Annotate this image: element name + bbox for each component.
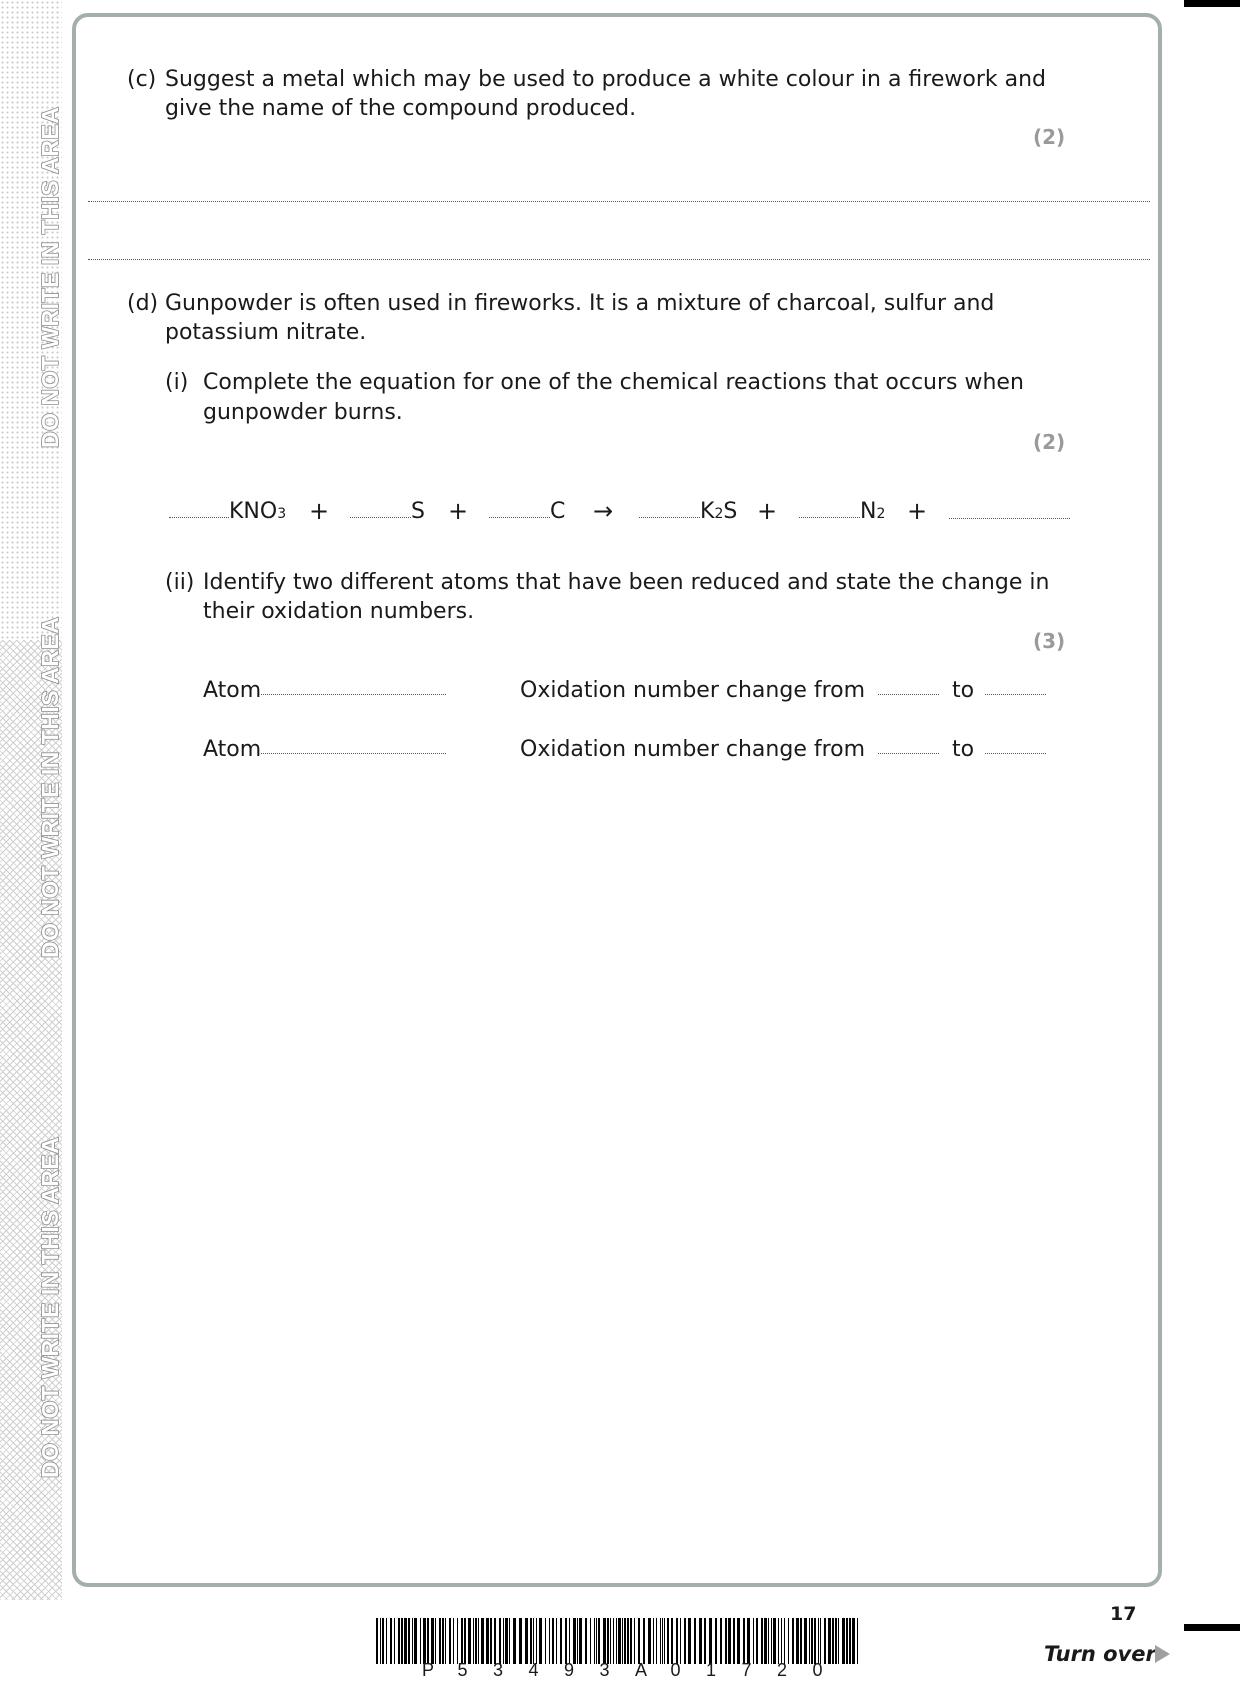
barcode-bar bbox=[616, 1618, 617, 1664]
barcode-bar bbox=[680, 1618, 681, 1664]
barcode-bar bbox=[453, 1618, 454, 1664]
coefficient-blank-c[interactable] bbox=[489, 517, 550, 518]
barcode-bar bbox=[788, 1618, 789, 1664]
barcode-bar bbox=[560, 1618, 562, 1664]
barcode-bar bbox=[824, 1618, 826, 1664]
barcode-bar bbox=[720, 1618, 722, 1664]
barcode-bar bbox=[811, 1618, 813, 1664]
barcode-bar bbox=[656, 1618, 657, 1664]
barcode-digit: 4 bbox=[528, 1660, 539, 1680]
barcode-bar bbox=[445, 1618, 446, 1664]
barcode-bar bbox=[743, 1618, 745, 1664]
barcode-bar bbox=[753, 1618, 754, 1664]
barcode-bar bbox=[412, 1618, 413, 1664]
barcode-bar bbox=[784, 1618, 785, 1664]
barcode-bar bbox=[747, 1618, 750, 1664]
equation-term-n2 bbox=[799, 499, 885, 524]
barcode-bar bbox=[709, 1618, 712, 1664]
barcode-digit: 2 bbox=[777, 1660, 788, 1680]
barcode-digit: 7 bbox=[741, 1660, 752, 1680]
coefficient-blank-k2s[interactable] bbox=[639, 517, 700, 518]
barcode-bar bbox=[653, 1618, 654, 1664]
part-d-i-question-line1: Complete the equation for one of the chemical reactions that occurs when bbox=[203, 370, 1024, 395]
barcode-bar bbox=[796, 1618, 799, 1664]
formula-k: K bbox=[700, 499, 715, 524]
barcode-bar bbox=[545, 1618, 546, 1664]
barcode-bar bbox=[442, 1618, 444, 1664]
barcode-bar bbox=[503, 1618, 504, 1664]
barcode-bar bbox=[761, 1618, 763, 1664]
part-d-ii-marks: (3) bbox=[1033, 629, 1066, 653]
barcode-bar bbox=[420, 1618, 421, 1664]
barcode-bar bbox=[505, 1618, 508, 1664]
barcode-bar bbox=[569, 1618, 570, 1664]
barcode-bar bbox=[768, 1618, 769, 1664]
barcode-bar bbox=[596, 1618, 597, 1664]
barcode-bar bbox=[408, 1618, 410, 1664]
barcode-bar bbox=[579, 1618, 582, 1664]
barcode-bar bbox=[556, 1618, 557, 1664]
barcode-bar bbox=[382, 1618, 384, 1664]
barcode-digit: A bbox=[635, 1660, 648, 1680]
equation-term-s bbox=[350, 499, 425, 524]
barcode-bar bbox=[838, 1618, 839, 1664]
equation-term-c bbox=[489, 499, 565, 524]
part-c-marks: (2) bbox=[1033, 125, 1066, 149]
turn-over-arrow-icon bbox=[1155, 1645, 1170, 1663]
barcode-bar bbox=[676, 1618, 678, 1664]
part-d-intro-line2: potassium nitrate. bbox=[165, 320, 367, 345]
from-blank-2[interactable] bbox=[878, 753, 939, 754]
part-d-intro-line1: Gunpowder is often used in fireworks. It is a mixture of charcoal, sulfur and bbox=[165, 291, 995, 316]
barcode-digit: P bbox=[422, 1660, 435, 1680]
formula-kno3: KNO bbox=[229, 499, 278, 524]
barcode-bar bbox=[394, 1618, 395, 1664]
barcode-bar bbox=[594, 1618, 595, 1664]
missing-product-blank[interactable] bbox=[949, 518, 1070, 519]
barcode-bar bbox=[781, 1618, 782, 1664]
barcode-bar bbox=[449, 1618, 451, 1664]
barcode-bar bbox=[431, 1618, 434, 1664]
barcode-bar bbox=[809, 1618, 810, 1664]
part-d-i-question-line2: gunpowder burns. bbox=[203, 400, 403, 425]
barcode-bar bbox=[427, 1618, 429, 1664]
barcode-bar bbox=[756, 1618, 758, 1664]
barcode-bar bbox=[814, 1618, 816, 1664]
barcode-bar bbox=[607, 1618, 609, 1664]
plus-sign-3: + bbox=[757, 497, 778, 525]
barcode-bar bbox=[804, 1618, 807, 1664]
barcode-bar bbox=[849, 1618, 851, 1664]
barcode-bar bbox=[842, 1618, 845, 1664]
barcode-bar bbox=[486, 1618, 489, 1664]
bottom-tab-mark bbox=[1184, 1624, 1240, 1631]
barcode-bar bbox=[684, 1618, 686, 1664]
page-number: 17 bbox=[1110, 1603, 1137, 1625]
to-label: to bbox=[952, 737, 975, 762]
top-tab-mark bbox=[1184, 0, 1240, 7]
barcode-bar bbox=[667, 1618, 669, 1664]
barcode-bar bbox=[857, 1618, 858, 1664]
barcode-bar bbox=[737, 1618, 740, 1664]
equation-term-k2s bbox=[639, 499, 737, 524]
answer-line-c1[interactable] bbox=[88, 201, 1150, 202]
barcode-bar bbox=[622, 1618, 623, 1664]
to-blank-1[interactable] bbox=[985, 694, 1046, 695]
barcode-bar bbox=[376, 1618, 378, 1664]
barcode-bar bbox=[464, 1618, 466, 1664]
margin-warning-bottom: DO NOT WRITE IN THIS AREA bbox=[37, 1136, 63, 1478]
formula-s: S bbox=[411, 499, 425, 524]
barcode-bar bbox=[618, 1618, 621, 1664]
oxidation-row-1 bbox=[520, 676, 1046, 705]
barcode-bar bbox=[627, 1618, 629, 1664]
part-d-ii-label: (ii) bbox=[165, 570, 195, 595]
part-d-label: (d) bbox=[127, 291, 159, 316]
barcode-bar bbox=[603, 1618, 606, 1664]
barcode-bar bbox=[630, 1618, 632, 1664]
barcode-bar bbox=[778, 1618, 779, 1664]
barcode-bar bbox=[733, 1618, 735, 1664]
barcode-bar bbox=[818, 1618, 819, 1664]
barcode-bar bbox=[499, 1618, 501, 1664]
barcode-bar bbox=[835, 1618, 837, 1664]
barcode-bar bbox=[846, 1618, 848, 1664]
turn-over-text: Turn over bbox=[1044, 1642, 1156, 1666]
plus-sign-2: + bbox=[448, 497, 469, 525]
barcode-bar bbox=[423, 1618, 426, 1664]
atom-label: Atom bbox=[203, 737, 262, 762]
barcode-bar bbox=[715, 1618, 717, 1664]
part-c-label: (c) bbox=[127, 67, 157, 92]
barcode-digit: 0 bbox=[812, 1660, 823, 1680]
barcode-bar bbox=[468, 1618, 471, 1664]
barcode-bar bbox=[590, 1618, 591, 1664]
barcode-digit: 1 bbox=[706, 1660, 717, 1680]
coefficient-blank-n2[interactable] bbox=[799, 517, 860, 518]
barcode-bar bbox=[401, 1618, 403, 1664]
barcode-bar bbox=[704, 1618, 706, 1664]
barcode-bar bbox=[478, 1618, 479, 1664]
margin-warning-top: DO NOT WRITE IN THIS AREA bbox=[37, 106, 63, 448]
formula-n: N bbox=[860, 499, 877, 524]
part-c-question-line2: give the name of the compound produced. bbox=[165, 96, 637, 121]
from-blank-1[interactable] bbox=[878, 694, 939, 695]
formula-s2: S bbox=[723, 499, 738, 524]
barcode-bar bbox=[648, 1618, 651, 1664]
to-label: to bbox=[952, 678, 975, 703]
barcode-bar bbox=[481, 1618, 484, 1664]
barcode-bar bbox=[585, 1618, 587, 1664]
formula-c: C bbox=[550, 499, 566, 524]
atom-row-1 bbox=[203, 676, 446, 705]
barcode-bar bbox=[638, 1618, 640, 1664]
barcode-bar bbox=[398, 1618, 400, 1664]
barcode-bar bbox=[662, 1618, 663, 1664]
barcode-bar bbox=[832, 1618, 834, 1664]
barcode-bar bbox=[509, 1618, 510, 1664]
barcode-bar bbox=[634, 1618, 635, 1664]
barcode-bar bbox=[539, 1618, 542, 1664]
subscript-2: 2 bbox=[714, 506, 724, 522]
barcode-bar bbox=[549, 1618, 550, 1664]
atom-blank-2[interactable] bbox=[261, 753, 446, 754]
barcode-bar bbox=[461, 1618, 463, 1664]
barcode-bar bbox=[533, 1618, 534, 1664]
barcode-bar bbox=[694, 1618, 696, 1664]
barcode-digit: 3 bbox=[493, 1660, 504, 1680]
barcode-bar bbox=[577, 1618, 578, 1664]
barcode-digit: 9 bbox=[564, 1660, 575, 1680]
barcode-bar bbox=[386, 1618, 387, 1664]
barcode-bar bbox=[525, 1618, 528, 1664]
barcode-bar bbox=[688, 1618, 691, 1664]
part-d-i-label: (i) bbox=[165, 370, 189, 395]
barcode-bar bbox=[852, 1618, 855, 1664]
barcode-bar bbox=[660, 1618, 661, 1664]
barcode-bar bbox=[435, 1618, 436, 1664]
oxidation-change-label: Oxidation number change from bbox=[520, 737, 866, 762]
part-d-ii-question-line2: their oxidation numbers. bbox=[203, 599, 475, 624]
barcode-bar bbox=[699, 1618, 702, 1664]
barcode-bar bbox=[725, 1618, 727, 1664]
margin-warning-middle: DO NOT WRITE IN THIS AREA bbox=[37, 616, 63, 958]
barcode bbox=[376, 1618, 862, 1664]
barcode-bar bbox=[439, 1618, 441, 1664]
barcode-bar bbox=[552, 1618, 554, 1664]
part-d-i-marks: (2) bbox=[1033, 430, 1066, 454]
answer-line-c2[interactable] bbox=[88, 259, 1150, 260]
barcode-bar bbox=[414, 1618, 417, 1664]
barcode-bar bbox=[613, 1618, 614, 1664]
subscript-3: 3 bbox=[277, 506, 287, 522]
barcode-bar bbox=[536, 1618, 537, 1664]
barcode-bar bbox=[800, 1618, 802, 1664]
barcode-bar bbox=[457, 1618, 458, 1664]
barcode-bar bbox=[773, 1618, 776, 1664]
barcode-bar bbox=[473, 1618, 474, 1664]
barcode-digit: 3 bbox=[599, 1660, 610, 1680]
atom-blank-1[interactable] bbox=[261, 694, 446, 695]
barcode-bar bbox=[820, 1618, 821, 1664]
part-c-question-line1: Suggest a metal which may be used to produce a white colour in a firework and bbox=[165, 67, 1046, 92]
subscript-2-n: 2 bbox=[876, 506, 886, 522]
barcode-bar bbox=[530, 1618, 532, 1664]
barcode-bar bbox=[519, 1618, 522, 1664]
barcode-bar bbox=[610, 1618, 611, 1664]
barcode-bar bbox=[828, 1618, 831, 1664]
barcode-bar bbox=[771, 1618, 772, 1664]
barcode-bar bbox=[380, 1618, 381, 1664]
barcode-bar bbox=[490, 1618, 492, 1664]
plus-sign-4: + bbox=[907, 497, 928, 525]
atom-label: Atom bbox=[203, 678, 262, 703]
coefficient-blank-kno3[interactable] bbox=[169, 517, 229, 518]
reaction-arrow: → bbox=[593, 497, 614, 525]
atom-row-2 bbox=[203, 735, 446, 764]
oxidation-row-2 bbox=[520, 735, 1046, 764]
barcode-bar bbox=[643, 1618, 645, 1664]
page-frame bbox=[72, 13, 1162, 1587]
barcode-digit: 5 bbox=[457, 1660, 468, 1680]
barcode-bar bbox=[565, 1618, 567, 1664]
barcode-bar bbox=[764, 1618, 767, 1664]
barcode-bar bbox=[513, 1618, 516, 1664]
barcode-bar bbox=[390, 1618, 392, 1664]
barcode-bar bbox=[664, 1618, 665, 1664]
barcode-bar bbox=[573, 1618, 576, 1664]
coefficient-blank-s[interactable] bbox=[350, 517, 411, 518]
barcode-digit: 0 bbox=[670, 1660, 681, 1680]
barcode-bar bbox=[792, 1618, 794, 1664]
equation-term-kno3 bbox=[169, 499, 286, 524]
barcode-bar bbox=[671, 1618, 673, 1664]
barcode-bar bbox=[728, 1618, 731, 1664]
barcode-bar bbox=[404, 1618, 407, 1664]
to-blank-2[interactable] bbox=[985, 753, 1046, 754]
barcode-bar bbox=[494, 1618, 496, 1664]
part-d-ii-question-line1: Identify two different atoms that have been reduced and state the change in bbox=[203, 570, 1050, 595]
barcode-bar bbox=[624, 1618, 626, 1664]
barcode-bar bbox=[598, 1618, 600, 1664]
plus-sign-1: + bbox=[309, 497, 330, 525]
oxidation-change-label: Oxidation number change from bbox=[520, 678, 866, 703]
barcode-bar bbox=[475, 1618, 477, 1664]
